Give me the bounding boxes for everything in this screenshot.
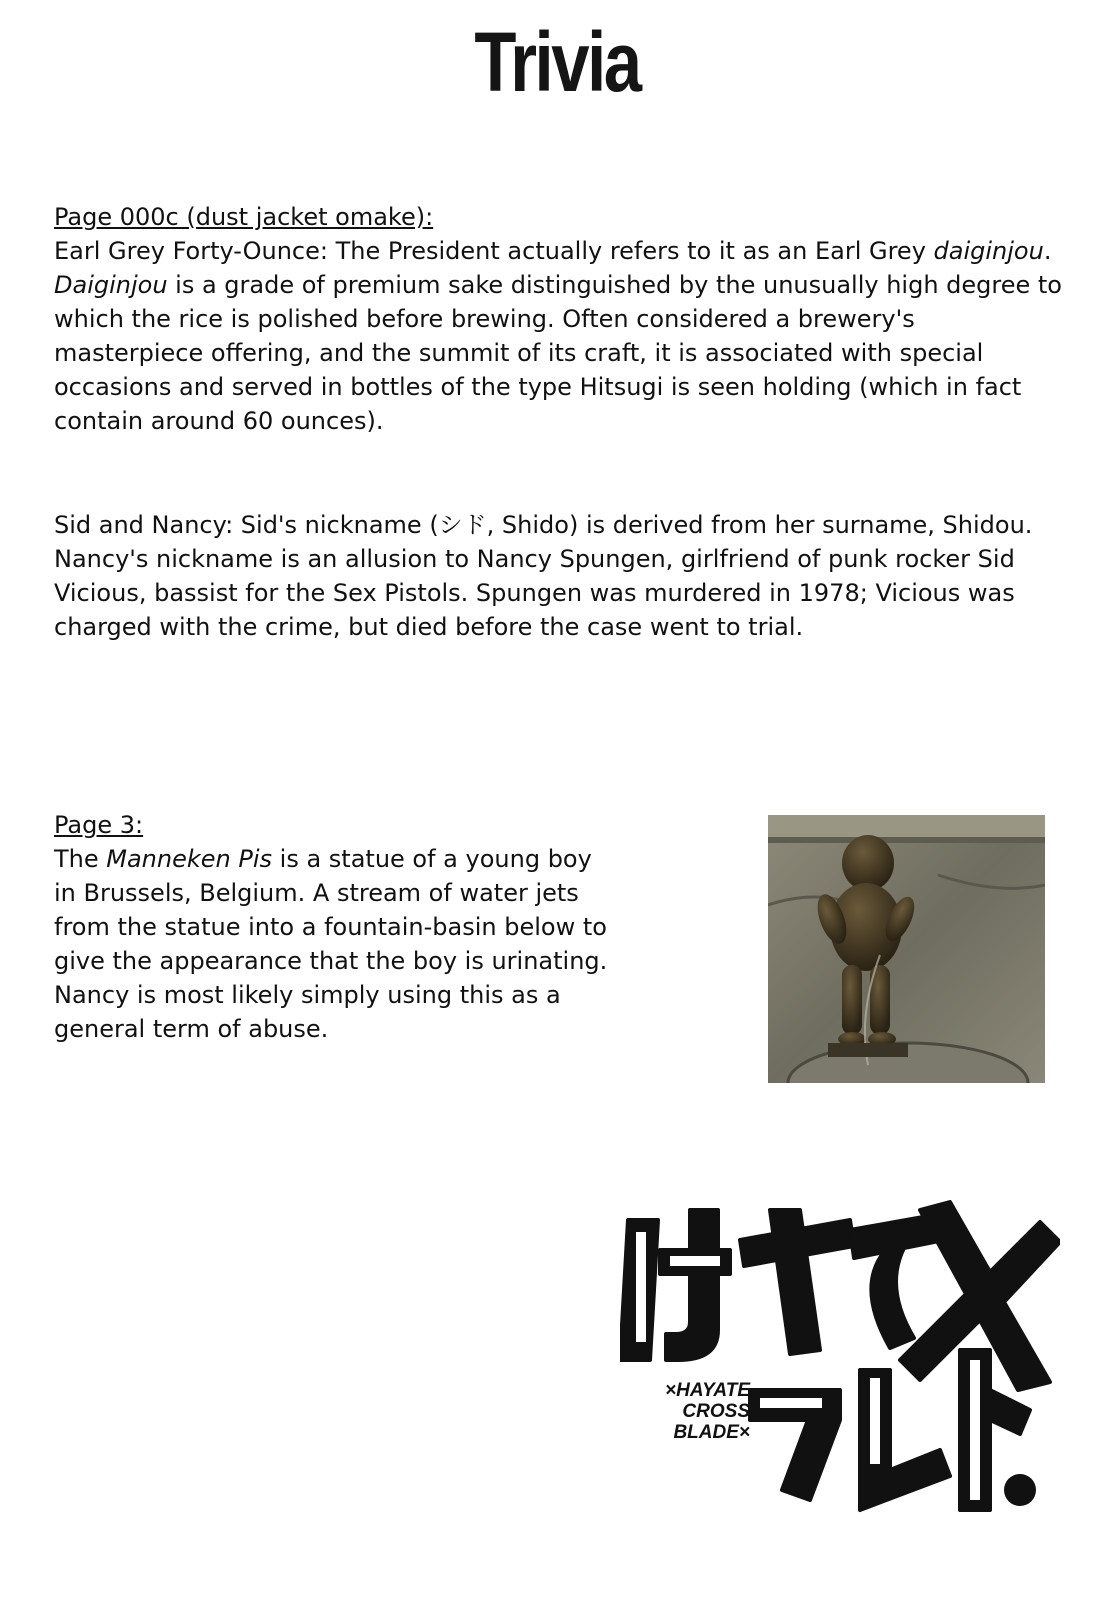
body-text: The bbox=[54, 845, 107, 873]
body-text: The President actually refers to it as an Earl Grey bbox=[327, 237, 934, 265]
trivia-sid-nancy bbox=[54, 508, 1064, 644]
logo-line: BLADE× bbox=[673, 1422, 750, 1443]
manneken-pis-photo bbox=[768, 815, 1045, 1083]
body-text: Sid's nickname (シド, Shido) is derived from her surname, Shidou. Nancy's nickname is an allusion to Nancy Spungen, girlfriend of punk rocker Sid Vicious, bassist for the Sex Pistols. Spungen was murdered in 1978; Vicious was charged with the crime, but died before the case went to trial. bbox=[54, 511, 1033, 641]
hayate-cross-blade-logo bbox=[620, 1200, 1060, 1520]
italic-term: Daiginjou bbox=[54, 271, 168, 299]
body-text: is a statue of a young boy in Brussels, Belgium. A stream of water jets from the statue into a fountain-basin below to give the appearance that the boy is urinating. Nancy is most likely simply using this as a general term of abuse. bbox=[54, 845, 608, 1043]
trivia-dust-jacket bbox=[54, 200, 1064, 438]
logo-subtitle bbox=[620, 1380, 750, 1443]
term-label: Earl Grey Forty-Ounce: bbox=[54, 237, 328, 265]
logo-line: CROSS bbox=[682, 1401, 750, 1422]
section-heading: Page 000c (dust jacket omake): bbox=[54, 203, 434, 231]
section-body bbox=[54, 842, 614, 1046]
section-body bbox=[54, 508, 1064, 644]
trivia-page-3 bbox=[54, 808, 614, 1046]
body-text: is a grade of premium sake distinguished by the unusually high degree to which the rice is polished before brewing. Often considered a brewery's masterpiece offering, and the summit of its craft, it is associated with special occasions and served in bottles of the type Hitsugi is seen holding (which in fact contain around 60 ounces). bbox=[54, 271, 1062, 435]
italic-term: Manneken Pis bbox=[106, 845, 273, 873]
section-body bbox=[54, 234, 1064, 438]
logo-line: ×HAYATE bbox=[665, 1380, 750, 1401]
italic-term: daiginjou bbox=[933, 237, 1044, 265]
page-title: Trivia bbox=[474, 15, 640, 109]
term-label: Sid and Nancy: bbox=[54, 511, 234, 539]
body-text: . bbox=[1043, 237, 1052, 265]
section-heading: Page 3: bbox=[54, 811, 144, 839]
